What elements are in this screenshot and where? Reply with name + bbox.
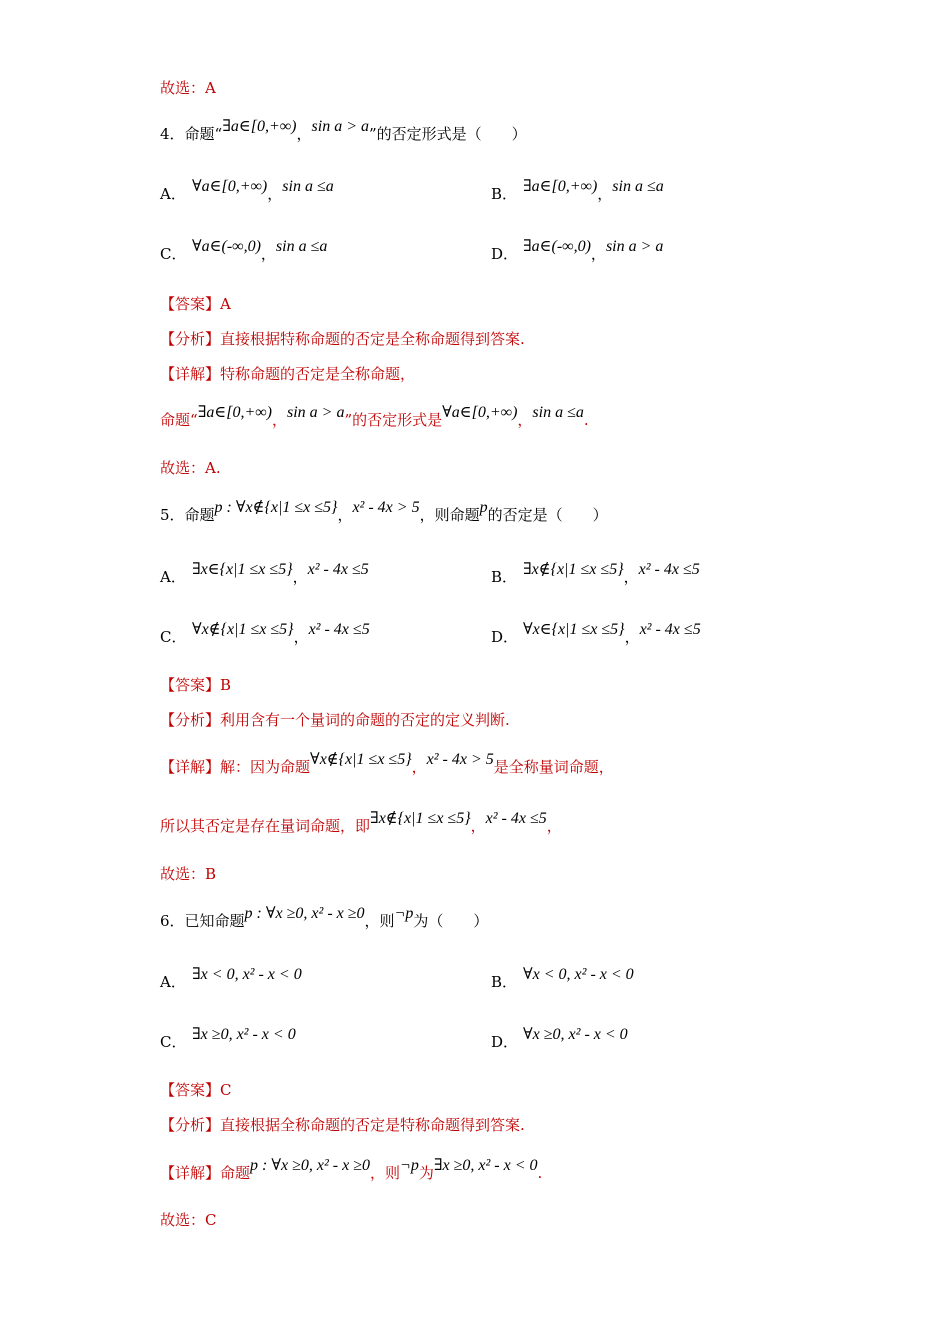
- detail-math: x² - 4x ≤5: [485, 810, 547, 827]
- q5-stem-math-2: x² - 4x > 5: [352, 499, 420, 516]
- option-math: x² - 4x ≤5: [307, 561, 369, 578]
- q6-number: 6．已知命题: [160, 912, 245, 930]
- detail-end: ，: [546, 817, 562, 835]
- option-math: ∀a∈[0,+∞): [192, 178, 268, 195]
- analysis-tag: 【分析】: [160, 1116, 221, 1134]
- detail-tag: 【详解】: [160, 758, 221, 776]
- previous-selection: 故选：A: [160, 79, 216, 97]
- q5-stem-math-1: p : ∀x∉{x|1 ≤x ≤5}: [214, 499, 338, 516]
- q4-answer: [160, 294, 231, 314]
- q6-option-b[interactable]: [491, 966, 634, 993]
- option-sep: ，: [590, 245, 606, 263]
- option-math: ∀x ≥0, x² - x < 0: [523, 1026, 628, 1043]
- analysis-text: 直接根据特称命题的否定是全称命题得到答案.: [220, 330, 525, 348]
- detail-math: ∃a∈[0,+∞): [197, 404, 272, 421]
- option-label: D．: [491, 245, 519, 263]
- option-label: C．: [160, 1033, 187, 1051]
- detail-math: ∃x∉{x|1 ≤x ≤5}: [370, 810, 471, 827]
- q5-option-d[interactable]: [491, 621, 701, 648]
- q4-stem-tail: 的否定形式是（ ）: [376, 125, 527, 143]
- q5-stem-sep: ，: [337, 506, 353, 524]
- detail-sep: ，: [271, 411, 287, 429]
- detail-math: x² - 4x > 5: [426, 751, 494, 768]
- q6-option-c[interactable]: [160, 1026, 296, 1053]
- option-sep: ，: [260, 245, 276, 263]
- q4-stem-math-1: ∃a∈[0,+∞): [222, 118, 297, 135]
- q6-analysis: [160, 1115, 525, 1135]
- q4-right-quote: ”: [368, 125, 377, 143]
- analysis-text: 利用含有一个量词的命题的否定的定义判断.: [220, 711, 510, 729]
- q4-option-a[interactable]: [160, 178, 334, 205]
- detail-math: sin a ≤a: [532, 404, 584, 421]
- q5-stem-mid: ，则命题: [419, 506, 480, 524]
- q6-selection: 故选：C: [160, 1211, 217, 1229]
- q6-option-d[interactable]: [491, 1026, 628, 1053]
- detail-text: 命题: [220, 1164, 251, 1182]
- answer-tag: 【答案】: [160, 676, 221, 694]
- q5-selection: 故选：B: [160, 865, 217, 883]
- q6-answer: [160, 1080, 232, 1100]
- option-math: ∀x∉{x|1 ≤x ≤5}: [192, 621, 294, 638]
- option-label: B．: [491, 973, 518, 991]
- q5-option-a[interactable]: [160, 561, 369, 588]
- q6-detail: [160, 1157, 543, 1184]
- detail-tag: 【详解】: [160, 365, 221, 383]
- analysis-text: 直接根据全称命题的否定是特称命题得到答案.: [220, 1116, 525, 1134]
- q4-stem-math-2: sin a > a: [311, 118, 369, 135]
- option-label: B．: [491, 568, 518, 586]
- option-sep: ，: [597, 185, 613, 203]
- option-label: A．: [160, 568, 186, 586]
- detail-text: 为: [418, 1164, 434, 1182]
- detail-text: 特称命题的否定是全称命题，: [220, 365, 416, 383]
- q6-stem-tail: 为（ ）: [413, 912, 489, 930]
- q4-detail: [160, 364, 415, 384]
- option-label: C．: [160, 245, 187, 263]
- detail-text: 解：因为命题: [220, 758, 311, 776]
- q4-option-d[interactable]: [491, 238, 664, 265]
- q4-selection: 故选：A.: [160, 459, 221, 477]
- option-label: D．: [491, 1033, 519, 1051]
- detail-end: .: [537, 1164, 543, 1182]
- answer-value: A: [220, 295, 231, 313]
- q4-stem-sep: ，: [296, 125, 312, 143]
- detail-text: 是全称量词命题，: [493, 758, 614, 776]
- detail-math: ¬p: [400, 1157, 419, 1174]
- q4-option-b[interactable]: [491, 178, 664, 205]
- answer-value: B: [220, 676, 232, 694]
- q5-stem-math-3: p: [479, 499, 488, 516]
- detail-math: ∀a∈[0,+∞): [442, 404, 518, 421]
- detail-tag: 【详解】: [160, 1164, 221, 1182]
- q5-detail: [160, 751, 614, 778]
- option-math: ∃a∈[0,+∞): [523, 178, 598, 195]
- q5-detail-2: [160, 810, 562, 837]
- q4-left-quote: “: [214, 125, 223, 143]
- q6-stem-math-1: p : ∀x ≥0, x² - x ≥0: [244, 905, 365, 922]
- q6-stem: [160, 905, 489, 932]
- option-label: C．: [160, 628, 187, 646]
- q5-stem-tail: 的否定是（ ）: [487, 506, 608, 524]
- answer-tag: 【答案】: [160, 295, 221, 313]
- q4-detail-2: [160, 404, 589, 431]
- q5-option-c[interactable]: [160, 621, 370, 648]
- detail-end: .: [583, 411, 589, 429]
- option-math: ∃x∉{x|1 ≤x ≤5}: [523, 561, 624, 578]
- option-sep: ，: [624, 628, 640, 646]
- answer-tag: 【答案】: [160, 1081, 221, 1099]
- analysis-tag: 【分析】: [160, 330, 221, 348]
- option-label: A．: [160, 973, 186, 991]
- option-math: ∀x < 0, x² - x < 0: [523, 966, 634, 983]
- option-math: ∀a∈(-∞,0): [192, 238, 261, 255]
- detail-text: 的否定形式是: [352, 411, 443, 429]
- option-sep: ，: [292, 568, 308, 586]
- answer-value: C: [220, 1081, 232, 1099]
- option-math: ∃x < 0, x² - x < 0: [192, 966, 302, 983]
- option-label: D．: [491, 628, 519, 646]
- option-sep: ，: [623, 568, 639, 586]
- option-math: sin a ≤a: [275, 238, 328, 255]
- detail-sep: ，: [470, 817, 486, 835]
- detail-text: 命题: [160, 411, 191, 429]
- q5-stem: [160, 499, 608, 526]
- option-math: ∃x ≥0, x² - x < 0: [192, 1026, 296, 1043]
- detail-math: ∀x∉{x|1 ≤x ≤5}: [310, 751, 412, 768]
- q6-stem-math-2: ¬p: [394, 905, 414, 922]
- option-sep: ，: [267, 185, 283, 203]
- detail-math: sin a > a: [286, 404, 345, 421]
- analysis-tag: 【分析】: [160, 711, 221, 729]
- detail-sep: ，: [517, 411, 533, 429]
- option-sep: ，: [293, 628, 309, 646]
- option-math: sin a ≤a: [612, 178, 664, 195]
- option-math: sin a ≤a: [282, 178, 334, 195]
- option-math: x² - 4x ≤5: [308, 621, 370, 638]
- option-math: ∃x∈{x|1 ≤x ≤5}: [192, 561, 293, 578]
- q6-option-a[interactable]: [160, 966, 302, 993]
- q5-answer: [160, 675, 231, 695]
- option-math: ∃a∈(-∞,0): [523, 238, 591, 255]
- q4-number: 4．命题: [160, 125, 215, 143]
- detail-math: ∃x ≥0, x² - x < 0: [433, 1157, 538, 1174]
- q4-analysis: [160, 329, 525, 349]
- q5-number: 5．命题: [160, 506, 215, 524]
- q5-analysis: [160, 710, 510, 730]
- detail-text: ，则: [370, 1164, 401, 1182]
- option-math: ∀x∈{x|1 ≤x ≤5}: [523, 621, 625, 638]
- option-math: x² - 4x ≤5: [638, 561, 700, 578]
- detail-sep: ，: [411, 758, 427, 776]
- detail-text: 所以其否定是存在量词命题，即: [160, 817, 371, 835]
- option-label: B．: [491, 185, 518, 203]
- option-math: sin a > a: [605, 238, 664, 255]
- left-quote: “: [190, 411, 198, 429]
- option-label: A．: [160, 185, 186, 203]
- detail-math: p : ∀x ≥0, x² - x ≥0: [250, 1157, 371, 1174]
- right-quote: ”: [344, 411, 353, 429]
- q4-stem: [160, 118, 527, 145]
- option-math: x² - 4x ≤5: [639, 621, 701, 638]
- q5-option-b[interactable]: [491, 561, 700, 588]
- q6-stem-mid: ，则: [364, 912, 395, 930]
- q4-option-c[interactable]: [160, 238, 328, 265]
